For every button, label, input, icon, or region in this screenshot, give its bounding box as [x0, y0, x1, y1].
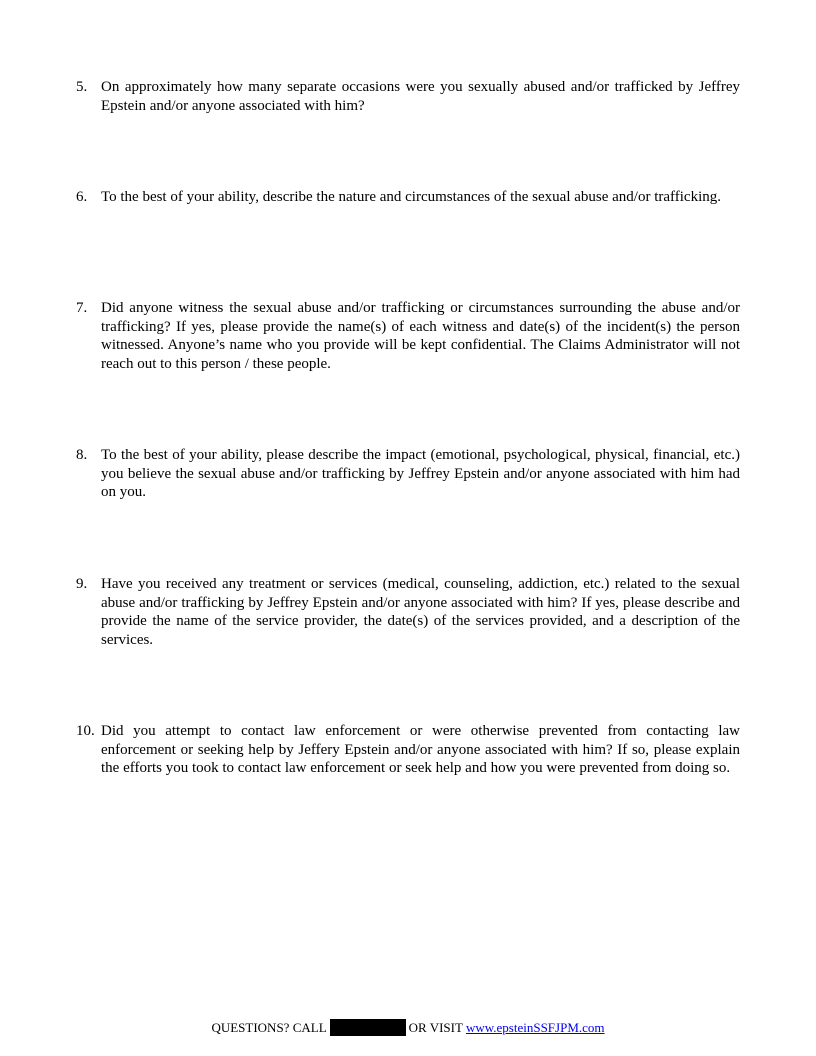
- question-7: [76, 299, 740, 373]
- question-5: [76, 78, 740, 115]
- question-number: 8.: [76, 447, 88, 463]
- question-number: 5.: [76, 79, 88, 95]
- question-number: 9.: [76, 576, 88, 592]
- question-number: 6.: [76, 189, 88, 205]
- question-text: Did you attempt to contact law enforcement or were otherwise prevented from contacting law enforcement or seeking help by Jeffery Epstein and/or anyone associated with him? If so, please explain the efforts you took to contact law enforcement or seek help and how you were prevented from doing so.: [101, 723, 740, 777]
- question-6: [76, 188, 740, 207]
- question-number: 7.: [76, 300, 88, 316]
- website-link[interactable]: www.epsteinSSFJPM.com: [465, 1020, 605, 1035]
- footer-visit-label: OR VISIT: [408, 1020, 463, 1035]
- redacted-phone-number: [330, 1019, 406, 1036]
- question-9: [76, 575, 740, 649]
- question-text: To the best of your ability, please describe the impact (emotional, psychological, physical, financial, etc.) you believe the sexual abuse and/or trafficking by Jeffrey Epstein and/or anyone associated with him had on you.: [101, 447, 740, 501]
- question-text: Have you received any treatment or services (medical, counseling, addiction, etc.) related to the sexual abuse and/or trafficking by Jeffrey Epstein and/or anyone associated with him? If yes, please describe and provide the name of the service provider, the date(s) of the services provided, and a description of the services.: [101, 576, 740, 648]
- question-8: [76, 446, 740, 502]
- question-text: On approximately how many separate occasions were you sexually abused and/or trafficked by Jeffrey Epstein and/or anyone associated with him?: [101, 79, 740, 114]
- question-text: To the best of your ability, describe the nature and circumstances of the sexual abuse and/or trafficking.: [101, 189, 721, 205]
- question-number: 10.: [76, 723, 95, 739]
- page-footer: [0, 1019, 816, 1036]
- question-text: Did anyone witness the sexual abuse and/or trafficking or circumstances surrounding the abuse and/or trafficking? If yes, please provide the name(s) of each witness and date(s) of the incident(s) the person witnessed. Anyone’s name who you provide will be kept confidential. The Claims Administrator will not reach out to this person / these people.: [101, 300, 740, 372]
- question-10: [76, 722, 740, 778]
- footer-call-label: QUESTIONS? CALL: [211, 1020, 327, 1035]
